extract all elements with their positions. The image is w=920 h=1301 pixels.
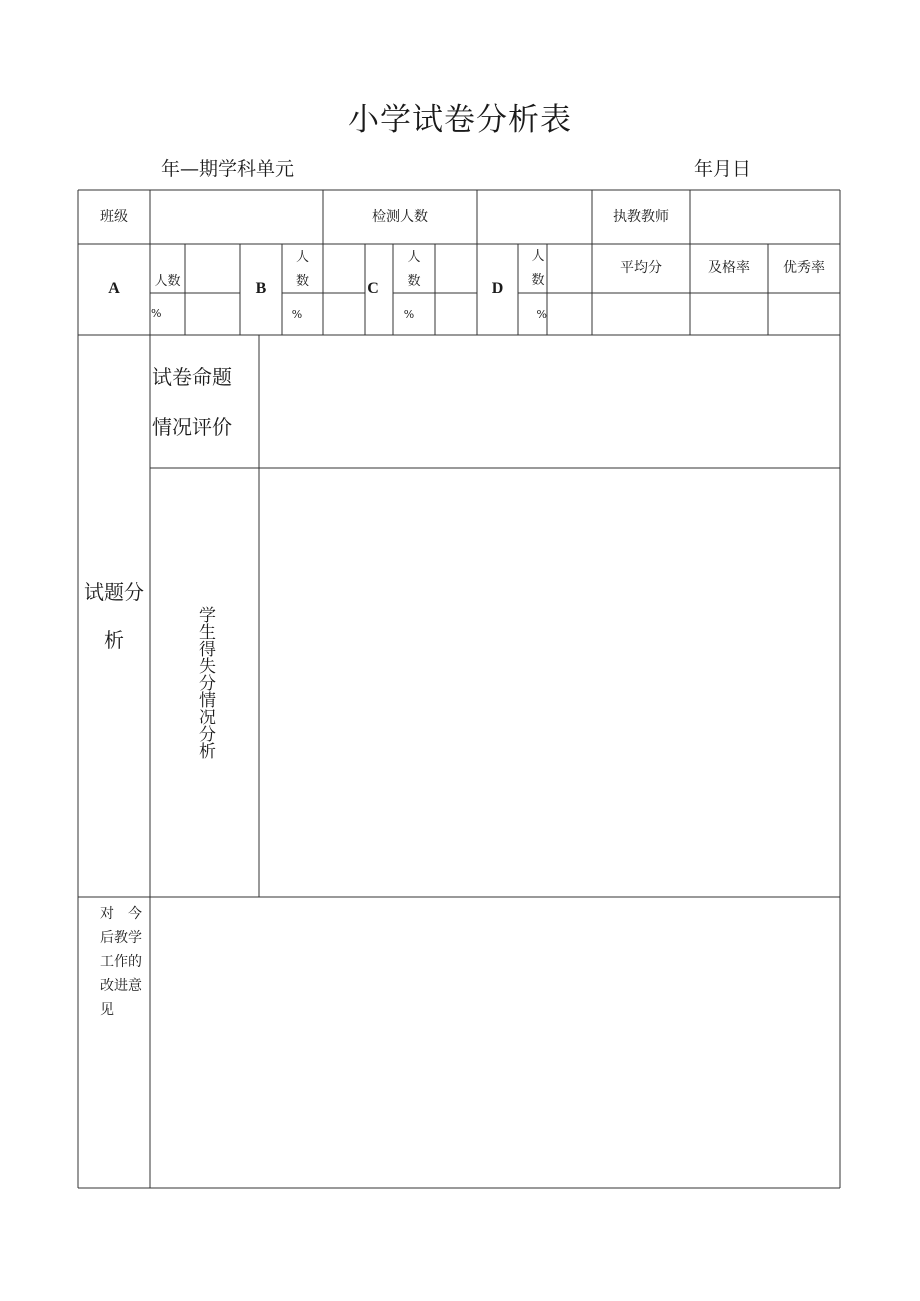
- grade-a-count-field[interactable]: [185, 244, 240, 293]
- grade-b-percent-field[interactable]: [323, 293, 365, 335]
- grade-c-label: C: [367, 280, 379, 298]
- grade-a-count-label: 人数: [154, 274, 181, 290]
- term-subject-line: 年—期学科单元: [161, 158, 295, 180]
- question-analysis-text: 试题分析: [84, 580, 144, 652]
- tested-count-label: 检测人数: [372, 208, 428, 225]
- grade-b-count-text: 人数: [295, 250, 309, 289]
- grade-b-label: B: [255, 280, 267, 298]
- grade-d-percent-label: %: [536, 307, 547, 321]
- grade-d-count-field[interactable]: [547, 244, 592, 293]
- grade-b-percent-label: %: [291, 307, 303, 321]
- grade-b-count-label: [282, 247, 323, 293]
- excellent-rate-field[interactable]: [768, 293, 840, 335]
- grade-d-count-text: 人数: [531, 248, 545, 288]
- grade-c-count-label: [393, 247, 435, 293]
- paper-eval-line1: 试卷命题: [152, 365, 232, 389]
- grade-a-percent-label: %: [151, 307, 162, 320]
- grade-a-label: A: [108, 280, 120, 298]
- pass-rate-label: 及格率: [708, 260, 750, 277]
- paper-eval-line2: 情况评价: [152, 415, 232, 439]
- student-score-analysis-text: 学生得失分情况分析: [195, 606, 215, 759]
- class-label: 班级: [100, 208, 128, 225]
- average-score-label: 平均分: [620, 260, 662, 277]
- page-title: 小学试卷分析表: [348, 102, 572, 138]
- average-score-field[interactable]: [592, 293, 690, 335]
- question-analysis-label: [78, 335, 150, 897]
- grade-b-count-field[interactable]: [323, 244, 365, 293]
- paper-evaluation-field[interactable]: [259, 335, 840, 468]
- date-line: 年月日: [694, 158, 752, 180]
- grade-a-percent-field[interactable]: [185, 293, 240, 335]
- grade-c-count-text: 人数: [407, 250, 421, 289]
- improvement-field[interactable]: [150, 897, 840, 1188]
- grade-d-percent-field[interactable]: [547, 293, 592, 335]
- student-score-analysis-field[interactable]: [259, 468, 840, 897]
- pass-rate-field[interactable]: [690, 293, 768, 335]
- grade-c-percent-label: %: [403, 307, 415, 321]
- excellent-rate-label: 优秀率: [783, 260, 825, 277]
- student-score-analysis-label: [150, 468, 259, 897]
- teacher-field[interactable]: [690, 190, 840, 244]
- grade-c-percent-field[interactable]: [435, 293, 477, 335]
- improvement-label: [100, 902, 150, 1042]
- grade-d-label: D: [491, 280, 504, 298]
- class-value-field[interactable]: [150, 190, 323, 244]
- grade-c-count-field[interactable]: [435, 244, 477, 293]
- paper-evaluation-label: [152, 352, 257, 452]
- tested-count-field[interactable]: [477, 190, 592, 244]
- improvement-text: 对 今后教学工作的改进意见: [100, 906, 142, 1018]
- teacher-label: 执教教师: [613, 208, 669, 225]
